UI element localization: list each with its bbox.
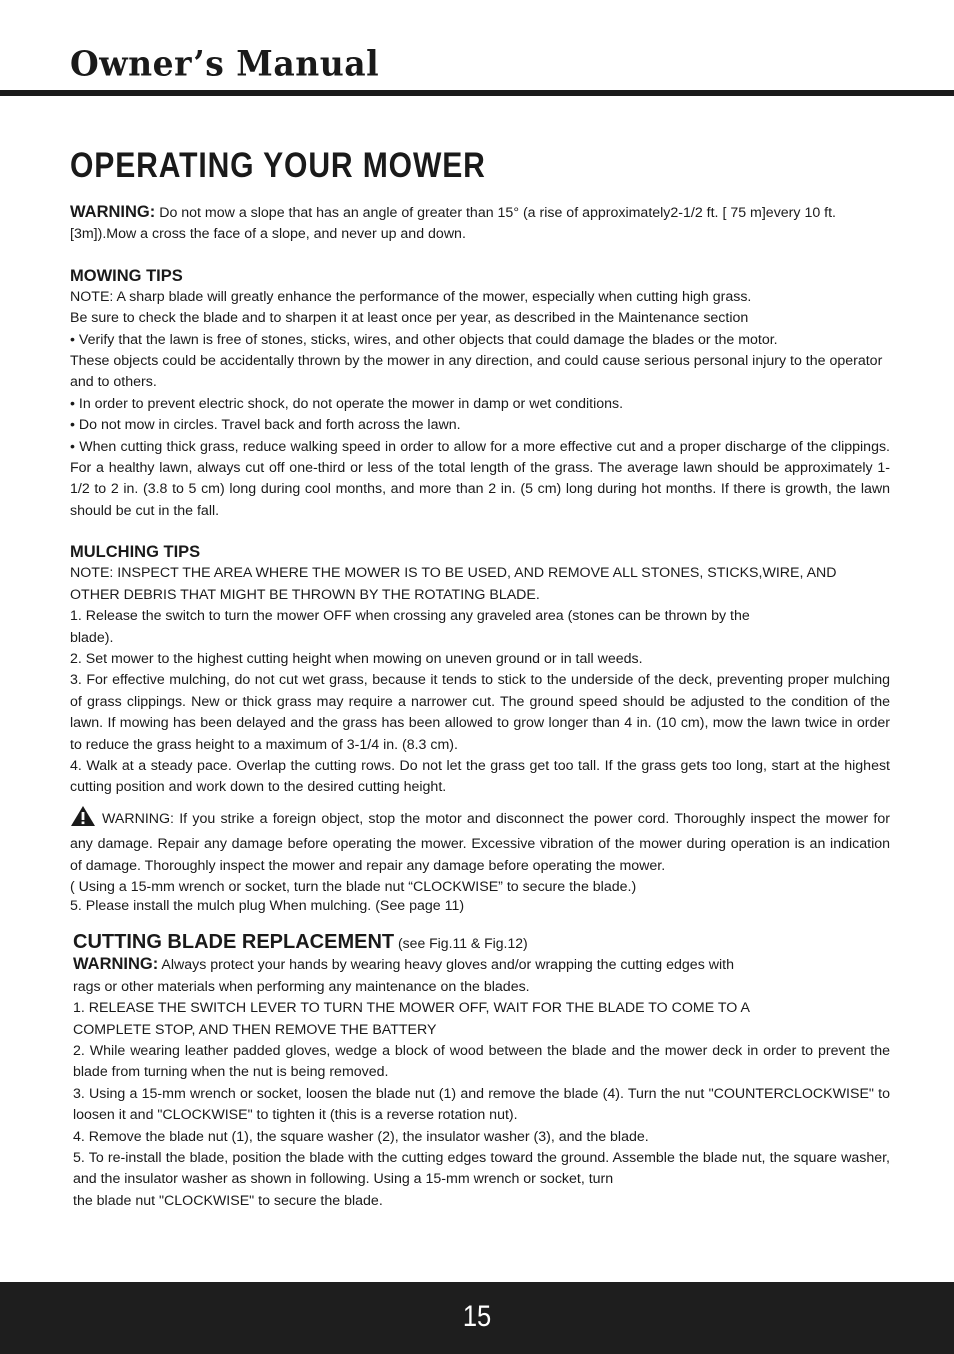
- mulching-step: 3. For effective mulching, do not cut wet grass, because it tends to stick to the underside of the deck, preventing proper mulching of grass clippings. New or thick grass may require a narrower cut. The ground speed should be adjusted to the condition of the lawn. If mowing has been delayed and the grass has been allowed to grow longer than 4 in. (10 cm), mow the lawn twice in order to reduce the grass height to a maximum of 3-1/4 in. (8.3 cm).: [70, 672, 890, 753]
- mulching-step: 4. Walk at a steady pace. Overlap the cutting rows. Do not let the grass get too tall. If the grass gets too long, start at the highest cutting position and work down to the desired cutting height.: [70, 757, 890, 796]
- mowing-note-cont: Be sure to check the blade and to sharpen it at least once per year, as described in the Maintenance section: [70, 310, 749, 327]
- blade-step: 3. Using a 15-mm wrench or socket, loosen the blade nut (1) and remove the blade (4). Turn the nut "COUNTERCLOCKWISE" to loosen it and "CLOCKWISE" to tighten it (this is a reverse rotation nut).: [73, 1085, 890, 1124]
- blade-replacement-heading: [73, 931, 890, 954]
- warning-text: Always protect your hands by wearing heavy gloves and/or wrapping the cutting edges with: [158, 957, 734, 974]
- mowing-tip: • In order to prevent electric shock, do not operate the mower in damp or wet conditions.: [70, 395, 624, 412]
- mulching-step: 1. Release the switch to turn the mower OFF when crossing any graveled area (stones can be thrown by the: [70, 608, 750, 625]
- blade-step: 5. To re-install the blade, position the blade with the cutting edges toward the ground. Assemble the blade nut, the square washer, and the insulator washer as shown in following. Using a 15-mm wrench or socket, turn: [73, 1150, 890, 1188]
- header-rule: [0, 90, 954, 96]
- mulching-tips-heading: MULCHING TIPS: [70, 543, 201, 562]
- page-number: 15: [462, 1300, 492, 1333]
- mowing-tip: • Verify that the lawn is free of stones, sticks, wires, and other objects that could damage the blades or the motor.: [70, 331, 778, 348]
- warning-text: Do not mow a slope that has an angle of greater than 15° (a rise of approximately2-1/2 ft. [ 75 m]every 10 ft. [3m]).Mow a cross the face of a slope, and never up and down.: [70, 205, 836, 243]
- manual-title: Owner’s Manual: [70, 43, 380, 84]
- warning-triangle-icon: [70, 805, 96, 834]
- blade-step-cont: COMPLETE STOP, AND THEN REMOVE THE BATTERY: [73, 1021, 437, 1038]
- mulching-step: 2. Set mower to the highest cutting height when mowing on uneven ground or in tall weeds.: [70, 650, 643, 667]
- blade-step: 4. Remove the blade nut (1), the square washer (2), the insulator washer (3), and the blade.: [73, 1128, 649, 1145]
- mowing-note: NOTE: A sharp blade will greatly enhance the performance of the mower, especially when cutting high grass.: [70, 288, 752, 305]
- blade-warning: [73, 954, 890, 976]
- mowing-tips-heading: MOWING TIPS: [70, 266, 183, 285]
- blade-replacement-title: CUTTING BLADE REPLACEMENT: [73, 931, 395, 954]
- page-heading: OPERATING YOUR MOWER: [70, 146, 486, 185]
- page-content: [70, 202, 890, 1212]
- blade-step: 2. While wearing leather padded gloves, wedge a block of wood between the blade and the mower deck in order to prevent the blade from turning when the nut is being removed.: [73, 1043, 890, 1081]
- mulching-warning: [70, 805, 890, 877]
- mowing-tip-detail: These objects could be accidentally thrown by the mower in any direction, and could cause serious personal injury to the operator and to others.: [70, 353, 883, 391]
- mulching-step: 5. Please install the mulch plug When mulching. (See page 11): [70, 898, 465, 915]
- blade-warning-cont: rags or other materials when performing any maintenance on the blades.: [73, 978, 530, 995]
- mowing-tip: • Do not mow in circles. Travel back and forth across the lawn.: [70, 417, 461, 434]
- mulching-note: ( Using a 15-mm wrench or socket, turn the blade nut “CLOCKWISE” to secure the blade.): [70, 878, 637, 895]
- intro-warning: [70, 202, 890, 246]
- mowing-tip: • When cutting thick grass, reduce walking speed in order to allow for a more effective cut and a proper discharge of the clippings. For a healthy lawn, always cut off one-third or less of the total length of the grass. The average lawn should be approximately 1-1/2 to 2 in. (3.8 to 5 cm) long during cool months, and more than 2 in. (5 cm) long during hot months. If there is growth, the lawn should be cut in the fall.: [70, 438, 890, 519]
- warning-label: WARNING:: [73, 955, 159, 974]
- mulching-note: NOTE: INSPECT THE AREA WHERE THE MOWER IS TO BE USED, AND REMOVE ALL STONES, STICKS,WIRE, AND OTHER DEBRIS THAT MIGHT BE THROWN BY THE ROTATING BLADE.: [70, 565, 837, 603]
- warning-label: WARNING:: [70, 203, 156, 221]
- mulching-step-cont: blade).: [70, 629, 114, 646]
- blade-step: 1. RELEASE THE SWITCH LEVER TO TURN THE MOWER OFF, WAIT FOR THE BLADE TO COME TO A: [73, 1000, 750, 1017]
- blade-step-cont: the blade nut "CLOCKWISE" to secure the blade.: [73, 1192, 383, 1209]
- figure-reference: (see Fig.11 & Fig.12): [394, 935, 528, 952]
- warning-text: WARNING: If you strike a foreign object, stop the motor and disconnect the power cord. Thoroughly inspect the mower for any damage. Repair any damage before operating the mower. Excessive vibration of the mower during operation is an indication of damage. Thoroughly inspect the mower and repair any damage before operating the mower.: [70, 810, 890, 874]
